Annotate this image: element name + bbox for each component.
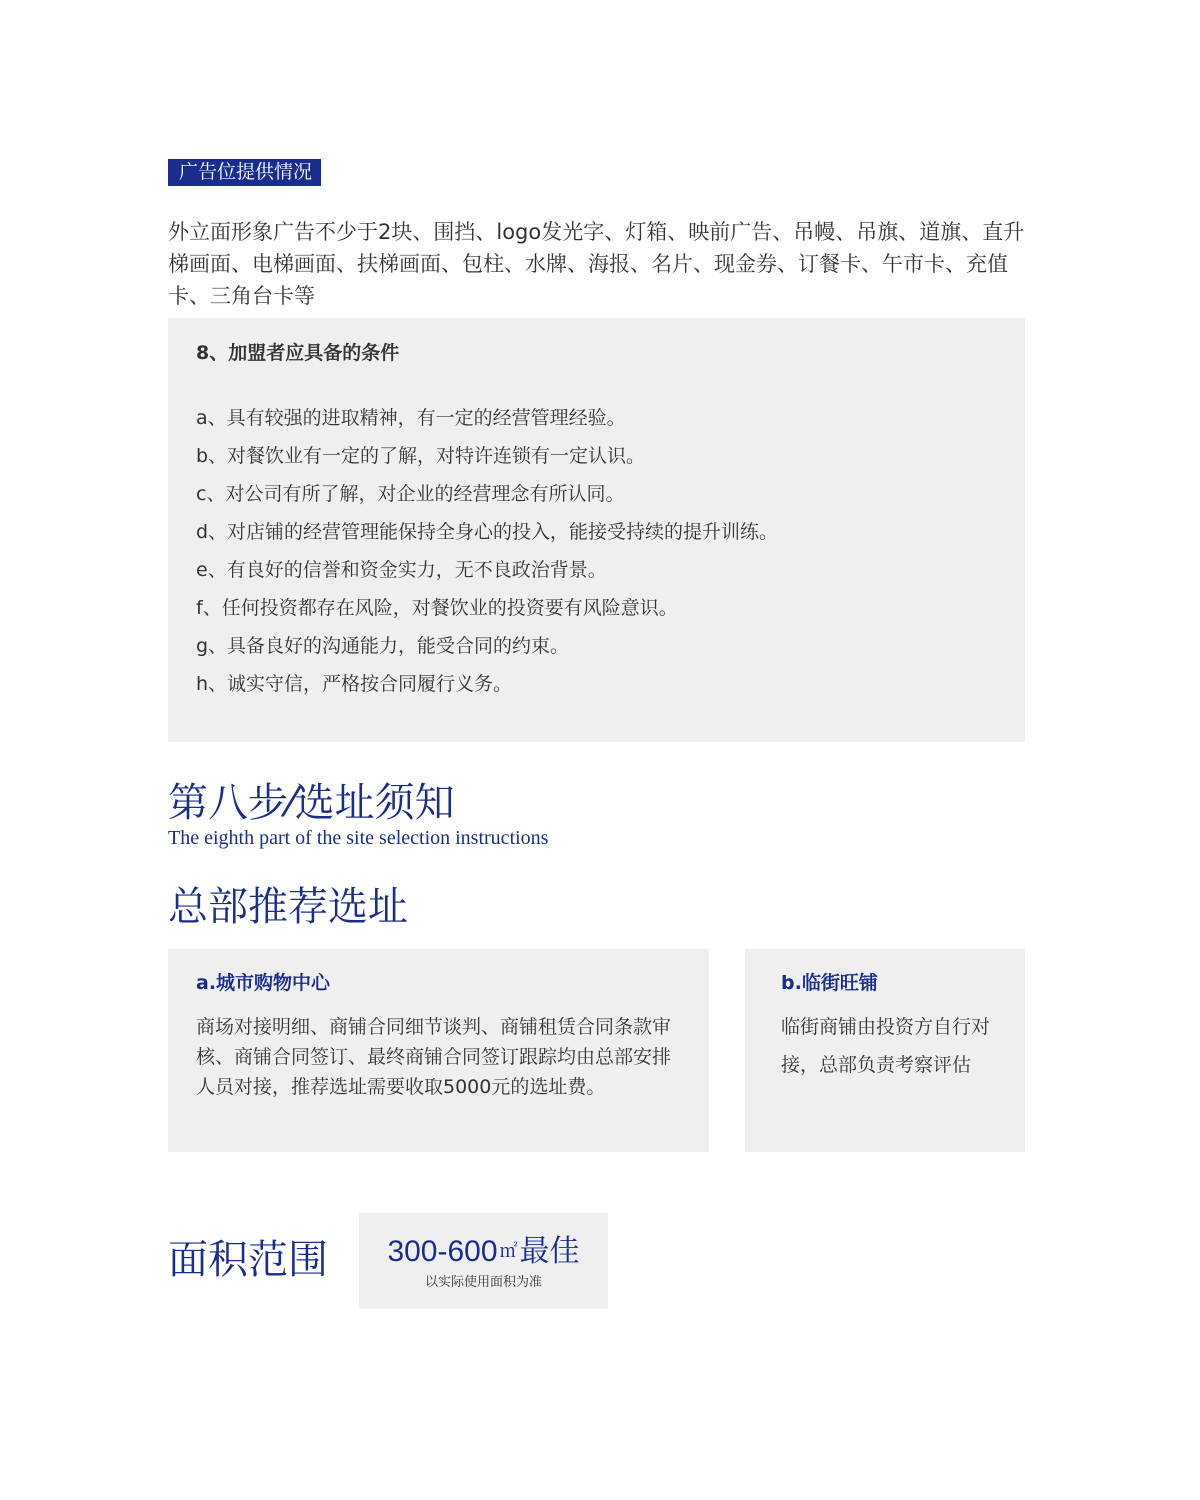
condition-item: g、具备良好的沟通能力，能受合同的约束。 <box>196 635 570 657</box>
condition-item: b、对餐饮业有一定的了解，对特许连锁有一定认识。 <box>196 445 646 467</box>
conditions-title: 8、加盟者应具备的条件 <box>196 342 400 364</box>
condition-item: a、具有较强的进取精神，有一定的经营管理经验。 <box>196 407 626 429</box>
area-range-box <box>359 1213 608 1309</box>
location-card-text: 临街商铺由投资方自行对接，总部负责考察评估 <box>781 1016 991 1076</box>
condition-item: f、任何投资都存在风险，对餐饮业的投资要有风险意识。 <box>196 597 678 619</box>
area-range-value <box>359 1232 608 1271</box>
ad-section-text: 外立面形象广告不少于2块、围挡、logo发光字、灯箱、映前广告、吊幔、吊旗、道旗、直升梯画面、电梯画面、扶梯画面、包柱、水牌、海报、名片、现金券、订餐卡、午市卡、充值卡、三角台卡等 <box>168 220 1025 308</box>
location-card-text: 商场对接明细、商铺合同细节谈判、商铺租赁合同条款审核、商铺合同签订、最终商铺合同签订跟踪均由总部安排人员对接，推荐选址需要收取5000元的选址费。 <box>196 1016 672 1098</box>
area-range-title: 面积范围 <box>168 1237 328 1283</box>
condition-item: h、诚实守信，严格按合同履行义务。 <box>196 673 513 695</box>
condition-item: c、对公司有所了解，对企业的经营理念有所认同。 <box>196 483 625 505</box>
location-card-title: b.临街旺铺 <box>781 972 878 994</box>
area-range-number: 300-600 <box>387 1235 498 1268</box>
location-card-street <box>745 949 1025 1152</box>
condition-item: e、有良好的信誉和资金实力，无不良政治背景。 <box>196 559 607 581</box>
area-range-label: 最佳 <box>519 1235 580 1268</box>
step-subtitle: The eighth part of the site selection instructions <box>168 827 549 849</box>
area-unit: ㎡ <box>499 1241 518 1261</box>
area-range-note: 以实际使用面积为准 <box>424 1275 542 1290</box>
location-card-mall <box>168 949 709 1152</box>
step-title: 第八步⁄选址须知 <box>168 780 455 826</box>
conditions-list <box>196 399 778 703</box>
conditions-panel <box>168 318 1025 742</box>
condition-item: d、对店铺的经营管理能保持全身心的投入，能接受持续的提升训练。 <box>196 521 779 543</box>
hq-recommend-title: 总部推荐选址 <box>168 884 408 930</box>
ad-section-tag: 广告位提供情况 <box>168 159 321 186</box>
location-card-title: a.城市购物中心 <box>196 972 331 994</box>
